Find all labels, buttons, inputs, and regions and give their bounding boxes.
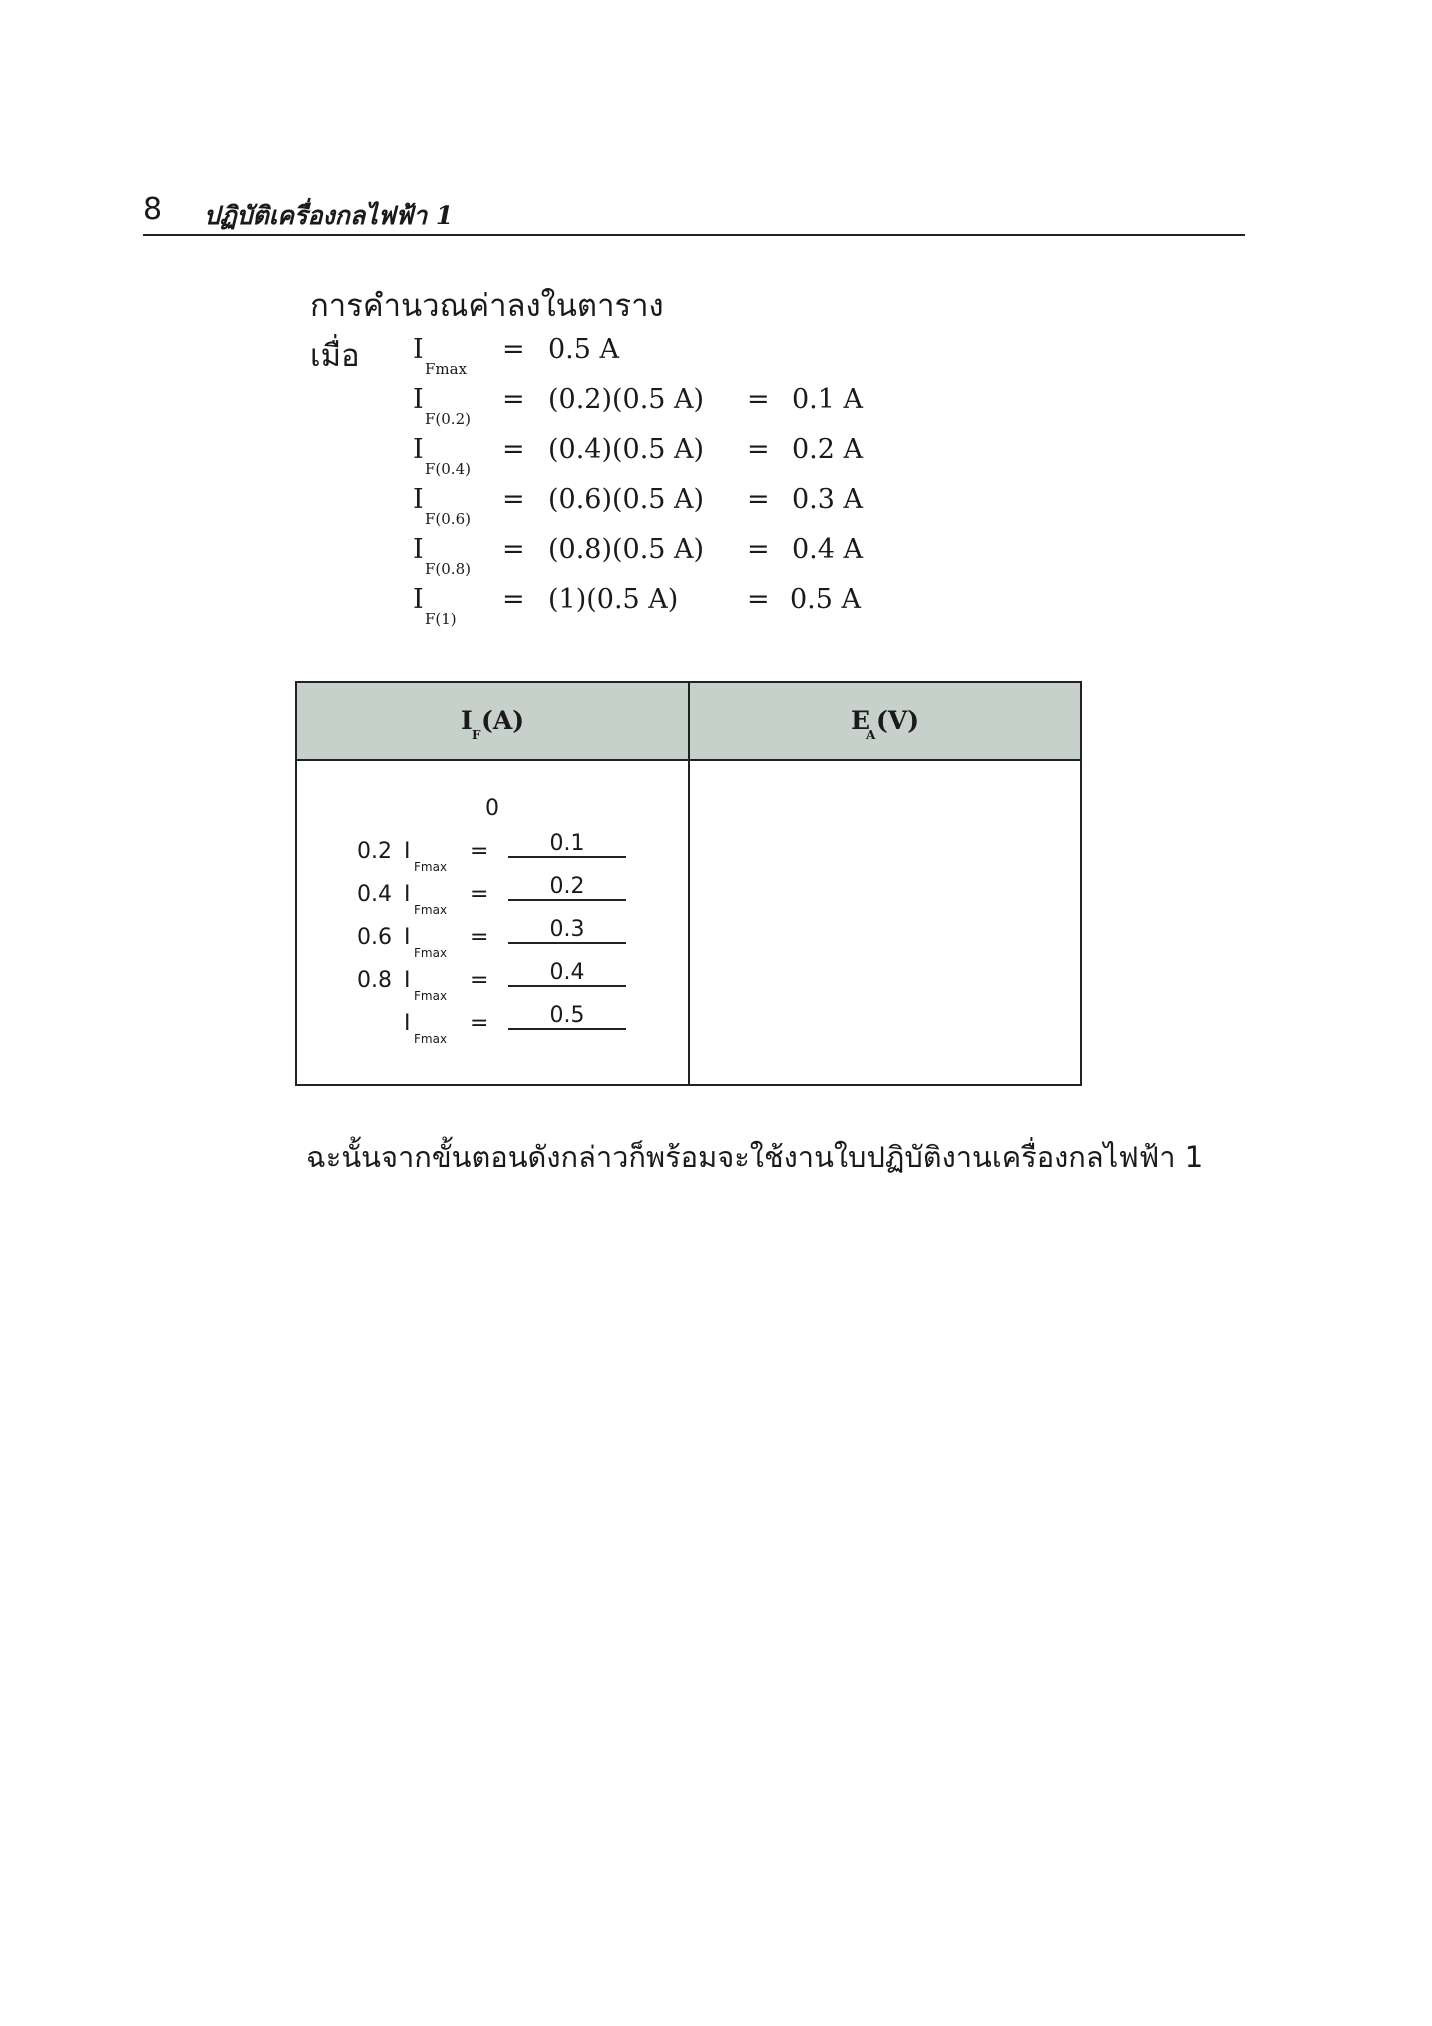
running-title: ปฏิบัติเครื่องกลไฟฟ้า 1 xyxy=(204,201,454,230)
row-subscript: Fmax xyxy=(414,946,448,960)
calc-expression: (1)(0.5 A) xyxy=(548,584,679,615)
row-factor: 0.2 xyxy=(357,839,392,864)
calc-expression: 0.5 A xyxy=(548,334,620,365)
row-equals: = xyxy=(470,925,489,950)
row-factor: 0.6 xyxy=(357,925,392,950)
calc-equals: = xyxy=(502,334,525,365)
col2-header-symbol: E xyxy=(851,706,871,735)
answer-blank: 0.3 xyxy=(508,917,626,944)
section-heading: การคำนวณค่าลงในตาราง xyxy=(310,288,664,324)
answer-blank: 0.2 xyxy=(508,874,626,901)
calc-equals: = xyxy=(502,434,525,465)
row-symbol: I xyxy=(404,968,411,993)
calc-symbol: I xyxy=(413,334,424,365)
calc-subscript: F(0.4) xyxy=(425,460,471,478)
table-column-divider xyxy=(688,681,690,1086)
row-equals: = xyxy=(470,1011,489,1036)
calc-symbol: I xyxy=(413,584,424,615)
calc-equals-2: = xyxy=(747,584,770,615)
calc-symbol: I xyxy=(413,484,424,515)
row-symbol: I xyxy=(404,839,411,864)
answer-blank: 0.1 xyxy=(508,831,626,858)
row-equals: = xyxy=(470,839,489,864)
col1-header-symbol: I xyxy=(461,706,473,735)
row-subscript: Fmax xyxy=(414,860,448,874)
calc-expression: (0.8)(0.5 A) xyxy=(548,534,705,565)
calc-result: 0.2 A xyxy=(792,434,864,465)
answer-blank: 0.4 xyxy=(508,960,626,987)
row-symbol: I xyxy=(404,882,411,907)
calc-expression: (0.2)(0.5 A) xyxy=(548,384,705,415)
calc-symbol: I xyxy=(413,384,424,415)
calc-symbol: I xyxy=(413,534,424,565)
calc-result: 0.5 A xyxy=(790,584,862,615)
calc-result: 0.1 A xyxy=(792,384,864,415)
row-equals: = xyxy=(470,968,489,993)
calc-subscript: F(0.8) xyxy=(425,560,471,578)
col2-header-subscript: A xyxy=(866,728,876,742)
calc-result: 0.4 A xyxy=(792,534,864,565)
calc-equals-2: = xyxy=(747,484,770,515)
closing-paragraph: ฉะนั้นจากขั้นตอนดังกล่าวก็พร้อมจะใช้งานใบปฏิบัติงานเครื่องกลไฟฟ้า 1 xyxy=(306,1140,1204,1174)
calc-equals: = xyxy=(502,484,525,515)
calc-subscript: F(1) xyxy=(425,610,457,628)
row-subscript: Fmax xyxy=(414,1032,448,1046)
row-equals: = xyxy=(470,882,489,907)
calc-equals: = xyxy=(502,584,525,615)
calc-symbol: I xyxy=(413,434,424,465)
when-label: เมื่อ xyxy=(310,338,360,374)
first-value: 0 xyxy=(485,796,499,821)
calc-subscript: F(0.2) xyxy=(425,410,471,428)
calc-subscript: F(0.6) xyxy=(425,510,471,528)
col1-header-subscript: F xyxy=(472,728,481,742)
row-symbol: I xyxy=(404,925,411,950)
col1-header-unit: (A) xyxy=(481,706,525,735)
calc-equals: = xyxy=(502,384,525,415)
header-rule xyxy=(143,234,1245,236)
calc-equals: = xyxy=(502,534,525,565)
page-number: 8 xyxy=(143,192,163,227)
row-subscript: Fmax xyxy=(414,903,448,917)
table-header-divider xyxy=(295,759,1082,761)
row-factor: 0.8 xyxy=(357,968,392,993)
calc-equals-2: = xyxy=(747,534,770,565)
col2-header-unit: (V) xyxy=(876,706,920,735)
calc-expression: (0.4)(0.5 A) xyxy=(548,434,705,465)
row-symbol: I xyxy=(404,1011,411,1036)
calc-result: 0.3 A xyxy=(792,484,864,515)
calc-equals-2: = xyxy=(747,434,770,465)
answer-blank: 0.5 xyxy=(508,1003,626,1030)
calc-expression: (0.6)(0.5 A) xyxy=(548,484,705,515)
row-factor: 0.4 xyxy=(357,882,392,907)
calc-subscript: Fmax xyxy=(425,360,468,378)
calc-equals-2: = xyxy=(747,384,770,415)
row-subscript: Fmax xyxy=(414,989,448,1003)
